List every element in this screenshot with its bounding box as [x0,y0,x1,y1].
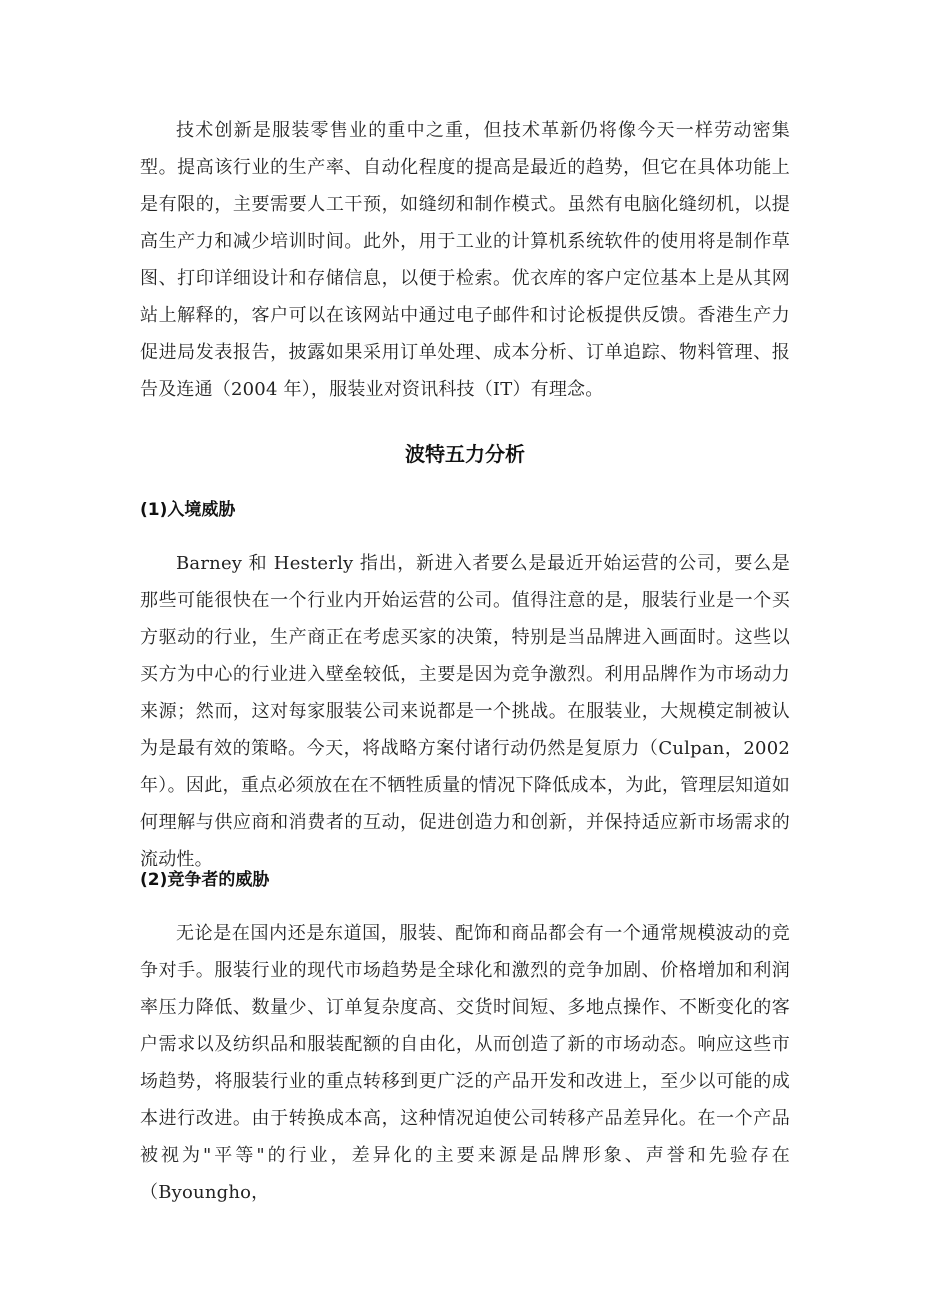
subsection-heading-entry-threat: (1)入境威胁 [140,500,236,520]
intro-paragraph: 技术创新是服装零售业的重中之重，但技术革新仍将像今天一样劳动密集型。提高该行业的生产率、自动化程度的提高是最近的趋势，但它在具体功能上是有限的，主要需要人工干预，如缝纫和制作模式。虽然有电脑化缝纫机，以提高生产力和减少培训时间。此外，用于工业的计算机系统软件的使用将是制作草图、打印详细设计和存储信息，以便于检索。优衣库的客户定位基本上是从其网站上解释的，客户可以在该网站中通过电子邮件和讨论板提供反馈。香港生产力促进局发表报告，披露如果采用订单处理、成本分析、订单追踪、物料管理、报告及连通（2004 年），服装业对资讯科技（IT）有理念。 [140,120,790,400]
subsection-paragraph-entry-threat: Barney 和 Hesterly 指出，新进入者要么是最近开始运营的公司，要么是那些可能很快在一个行业内开始运营的公司。值得注意的是，服装行业是一个买方驱动的行业，生产商正在考虑买家的决策，特别是当品牌进入画面时。这些以买方为中心的行业进入壁垒较低，主要是因为竞争激烈。利用品牌作为市场动力来源；然而，这对每家服装公司来说都是一个挑战。在服装业，大规模定制被认为是最有效的策略。今天，将战略方案付诸行动仍然是复原力（Culpan，2002 年）。因此，重点必须放在在不牺牲质量的情况下降低成本，为此，管理层知道如何理解与供应商和消费者的互动，促进创造力和创新，并保持适应新市场需求的流动性。 [140,553,790,870]
competitor-threat-block [140,915,790,1211]
subsection-heading-competitor-threat: (2)竞争者的威胁 [140,870,270,890]
subsection-paragraph-competitor-threat: 无论是在国内还是东道国，服装、配饰和商品都会有一个通常规模波动的竞争对手。服装行业的现代市场趋势是全球化和激烈的竞争加剧、价格增加和利润率压力降低、数量少、订单复杂度高、交货时间短、多地点操作、不断变化的客户需求以及纺织品和服装配额的自由化，从而创造了新的市场动态。响应这些市场趋势，将服装行业的重点转移到更广泛的产品开发和改进上，至少以可能的成本进行改进。由于转换成本高，这种情况迫使公司转移产品差异化。在一个产品被视为"平等"的行业，差异化的主要来源是品牌形象、声誉和先验存在（Byoungho， [140,923,790,1203]
section-title: 波特五力分析 [405,442,525,466]
intro-block [140,112,790,408]
entry-threat-block [140,545,790,878]
